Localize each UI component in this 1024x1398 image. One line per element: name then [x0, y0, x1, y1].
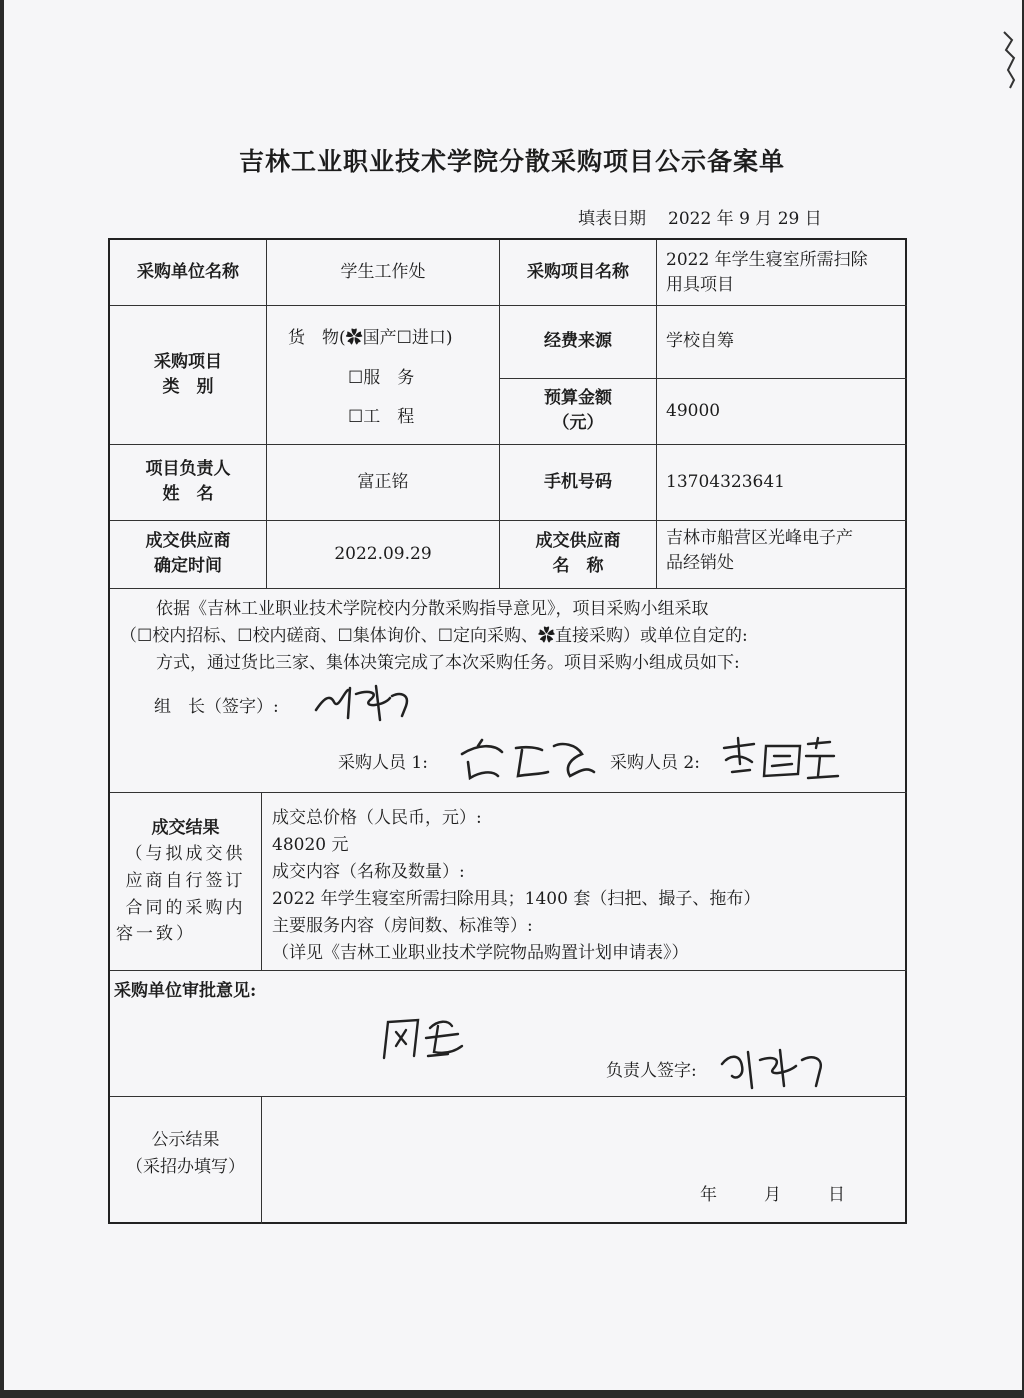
budget-value: 49000	[666, 400, 721, 421]
fill-date-value: 2022 年 9 月 29 日	[668, 209, 822, 229]
deal-time-label-line2: 确定时间	[154, 556, 222, 576]
unit-label: 采购单位名称	[137, 262, 239, 282]
category-engineering-option: ☐工 程	[348, 407, 415, 427]
supplier-value-line1: 吉林市船营区光峰电子产	[666, 528, 853, 548]
basis-line1: 依据《吉林工业职业技术学院校内分散采购指导意见》，项目采购小组采取	[156, 599, 709, 619]
unit-value: 学生工作处	[340, 262, 426, 282]
basis-line2: （☐校内招标、☐校内磋商、☐集体询价、☐定向采购、✿直接采购）或单位自定的:	[120, 626, 748, 646]
result-label-line2: 应商自行签订	[125, 870, 246, 891]
project-name-line1: 2022 年学生寝室所需扫除	[666, 250, 868, 270]
deal-time-label-line1: 成交供应商	[145, 531, 231, 551]
phone-label: 手机号码	[544, 471, 612, 492]
project-name-line2: 用具项目	[666, 275, 734, 295]
result-label-title: 成交结果	[151, 817, 220, 838]
category-goods-option: 货 物(✿国产☐进口)	[288, 328, 453, 348]
budget-label-line2: （元）	[552, 413, 604, 433]
supplier-label	[500, 520, 656, 588]
supplier-label-line1: 成交供应商	[535, 531, 621, 551]
project-name-value	[666, 248, 906, 298]
approval-label: 采购单位审批意见:	[114, 981, 257, 1001]
manager-label-line2: 姓 名	[162, 484, 214, 504]
buyer1-signature	[458, 736, 598, 782]
fill-date-label: 填表日期	[578, 209, 646, 229]
leader-label: 组 长（签字）:	[154, 697, 279, 717]
buyer2-signature	[720, 734, 840, 784]
result-service-label: 主要服务内容（房间数、标准等）:	[272, 916, 533, 936]
category-label-line2: 类 别	[162, 376, 214, 397]
publicity-label-line2: （采招办填写）	[126, 1156, 245, 1177]
budget-label	[500, 378, 656, 444]
basis-line3: 方式，通过货比三家、集体决策完成了本次采购任务。项目采购小组成员如下:	[156, 653, 740, 673]
leader-signature	[310, 680, 420, 724]
result-label-line1: （与拟成交供	[125, 843, 246, 864]
publicity-day: 日	[828, 1185, 845, 1205]
manager-label	[110, 444, 266, 520]
publicity-label-line1: 公示结果	[151, 1129, 220, 1150]
approver-signature	[718, 1046, 834, 1092]
result-service-value: （详见《吉林工业职业技术学院物品购置计划申请表》）	[272, 943, 689, 963]
category-label	[110, 305, 266, 444]
result-price-value: 48020 元	[272, 835, 349, 855]
scan-smudge	[1000, 30, 1018, 90]
supplier-label-line2: 名 称	[552, 556, 604, 576]
result-price-label: 成交总价格（人民币，元）:	[272, 808, 482, 828]
phone-value: 13704323641	[666, 471, 785, 492]
funding-label: 经费来源	[544, 331, 612, 351]
approval-signature	[378, 1012, 468, 1064]
funding-value: 学校自筹	[666, 331, 734, 351]
manager-value: 富正铭	[357, 471, 409, 492]
supplier-value-line2: 品经销处	[666, 553, 734, 573]
result-content-label: 成交内容（名称及数量）:	[272, 862, 465, 882]
buyer1-label: 采购人员 1:	[338, 753, 428, 773]
publicity-month: 月	[764, 1185, 781, 1205]
form-table	[108, 238, 907, 1224]
project-name-label: 采购项目名称	[527, 262, 629, 282]
deal-time-value: 2022.09.29	[334, 543, 432, 564]
budget-label-line1: 预算金额	[544, 388, 612, 408]
publicity-year: 年	[700, 1185, 717, 1205]
result-label-line3: 合同的采购内	[125, 897, 246, 918]
approval-sign-label: 负责人签字:	[606, 1061, 697, 1081]
category-label-line1: 采购项目	[154, 351, 222, 372]
manager-label-line1: 项目负责人	[145, 459, 231, 479]
result-label-line4: 容一致）	[116, 923, 196, 944]
fill-date	[578, 204, 844, 229]
supplier-value	[666, 526, 906, 582]
document-title: 吉林工业职业技术学院分散采购项目公示备案单	[238, 147, 785, 176]
result-content-value: 2022 年学生寝室所需扫除用具；1400 套（扫把、撮子、拖布）	[272, 889, 761, 909]
category-service-option: ☐服 务	[348, 368, 415, 388]
buyer2-label: 采购人员 2:	[610, 753, 700, 773]
deal-time-label	[110, 520, 266, 588]
